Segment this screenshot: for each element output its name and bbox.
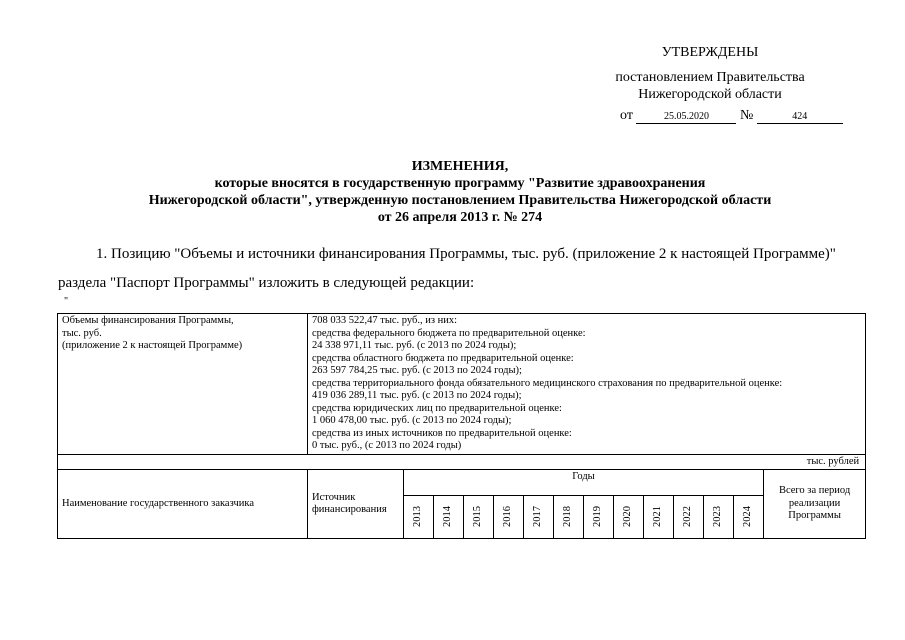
open-quote: " [64,296,69,307]
paragraph-line-1: 1. Позицию "Объемы и источники финансирования Программы, тыс. руб. (приложение 2 к настоящей Программе)" [96,246,836,262]
heading-line-2: которые вносятся в государственную программу "Развитие здравоохранения [214,176,706,191]
financing-value-line: средства территориального фонда обязательного медицинского страхования по предварительной оценке: [312,377,783,389]
year-header [464,495,494,538]
year-header [674,495,704,538]
year-label: 2014 [442,506,454,528]
year-label: 2019 [592,506,604,528]
year-header [704,495,734,538]
year-header [734,495,764,538]
years-column-header: Годы [404,470,764,496]
year-label: 2020 [622,506,634,528]
financing-value-line: средства юридических лиц по предварительной оценке: [312,402,562,414]
year-header [584,495,614,538]
units-row [58,454,866,470]
heading-line-3: Нижегородской области", утвержденную постановлением Правительства Нижегородской области [148,193,772,208]
approval-block [560,44,860,103]
year-label: 2016 [502,506,514,528]
financing-value-line: 263 597 784,25 тыс. руб. (с 2013 по 2024 годы); [312,365,522,376]
units-label: тыс. рублей [58,454,866,470]
total-column-header: Всего за период реализации Программы [764,470,866,539]
source-column-header: Источник финансирования [308,470,404,539]
year-header [524,495,554,538]
customer-column-header: Наименование государственного заказчика [58,470,308,539]
financing-value-line: 708 033 522,47 тыс. руб., из них: [312,315,458,326]
document-heading [60,158,860,226]
approval-date-line [620,108,843,124]
year-label: 2017 [532,506,544,528]
paragraph-line-2: раздела "Паспорт Программы" изложить в следующей редакции: [58,275,475,291]
approval-line-2: Нижегородской области [638,87,782,102]
financing-label-cell [58,314,308,455]
from-label: от [620,108,633,123]
financing-value-line: средства областного бюджета по предварительной оценке: [312,352,574,364]
year-label: 2022 [682,506,694,528]
financing-label-line-1: Объемы финансирования Программы, [62,315,234,326]
financing-value-line: 0 тыс. руб., (с 2013 по 2024 годы) [312,440,462,451]
financing-label-line-2: тыс. руб. [62,327,102,339]
year-label: 2013 [412,506,424,528]
heading-line-4: от 26 апреля 2013 г. № 274 [377,210,543,225]
year-header [404,495,434,538]
approval-number: 424 [757,110,843,124]
financing-value-line: 1 060 478,00 тыс. руб. (с 2013 по 2024 годы); [312,415,512,426]
approval-date: 25.05.2020 [636,110,736,124]
financing-value-line: средства из иных источников по предварительной оценке: [312,427,572,439]
year-label: 2018 [562,506,574,528]
financing-table [57,313,866,539]
financing-value-line: средства федерального бюджета по предварительной оценке: [312,327,586,339]
year-label: 2021 [652,506,664,528]
financing-label-line-3: (приложение 2 к настоящей Программе) [62,340,243,351]
number-label: № [739,108,754,123]
year-label: 2015 [472,506,484,528]
financing-row [58,314,866,455]
year-header [434,495,464,538]
year-label: 2023 [712,506,724,528]
year-label: 2024 [742,506,754,528]
header-row-1 [58,470,866,496]
year-header [554,495,584,538]
year-header [494,495,524,538]
heading-line-1: ИЗМЕНЕНИЯ, [411,159,509,174]
year-header [644,495,674,538]
approval-title: УТВЕРЖДЕНЫ [661,45,759,60]
financing-value-line: 24 338 971,11 тыс. руб. (с 2013 по 2024 годы); [312,340,517,351]
financing-value-line: 419 036 289,11 тыс. руб. (с 2013 по 2024 годы); [312,390,522,401]
approval-line-1: постановлением Правительства [615,70,805,85]
year-header [614,495,644,538]
financing-value-cell [308,314,866,455]
